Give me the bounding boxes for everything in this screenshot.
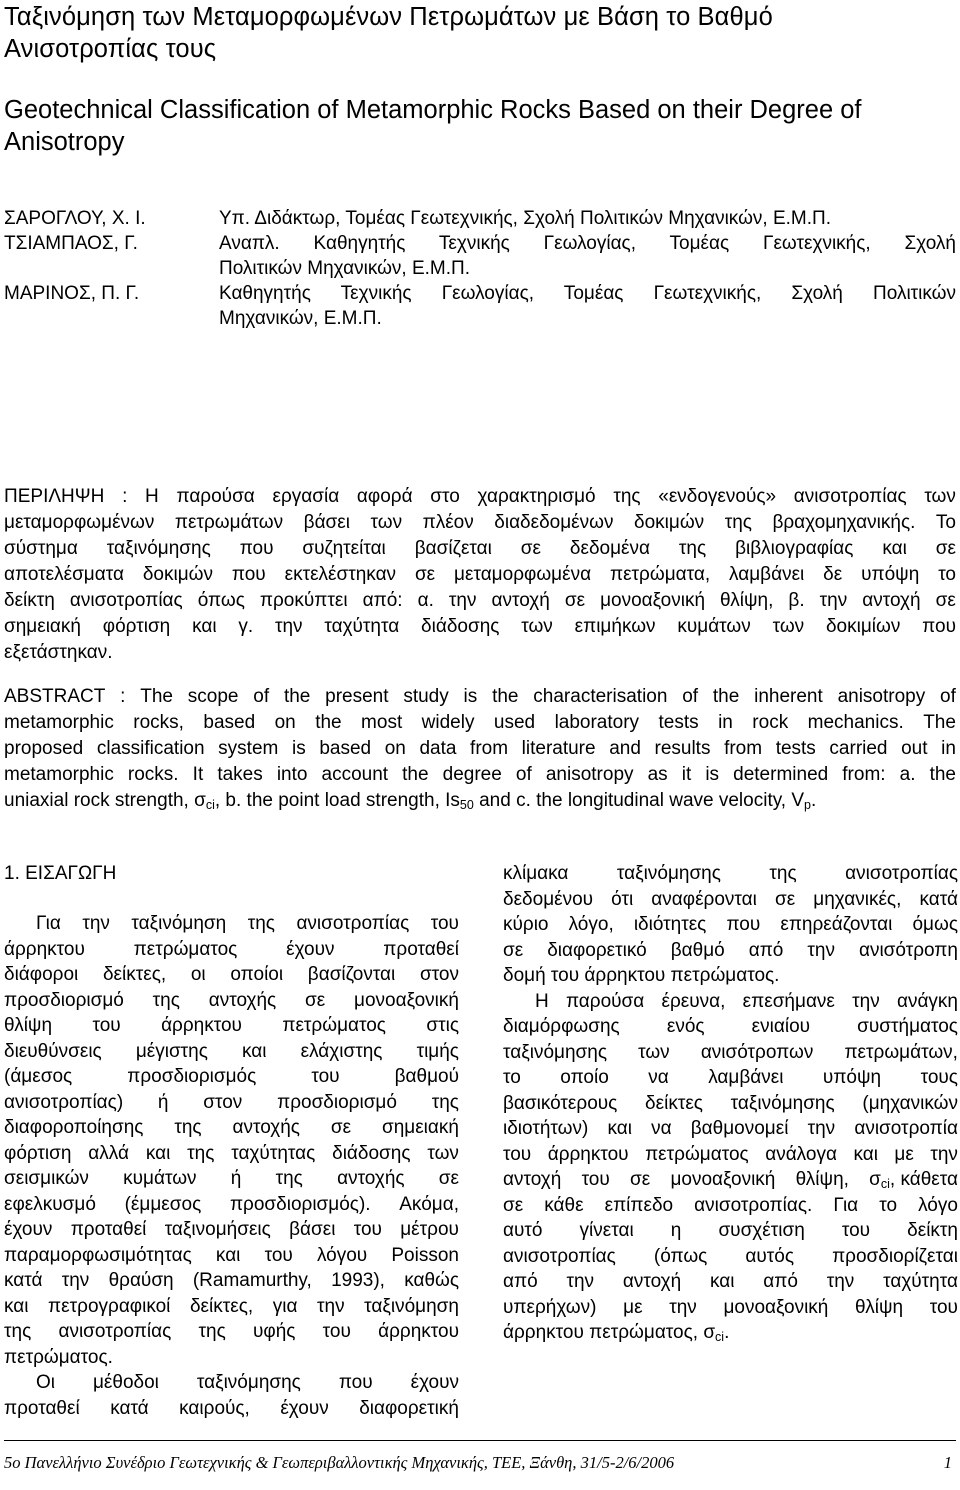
author-affiliation-3b: Μηχανικών, Ε.Μ.Π. bbox=[219, 308, 382, 329]
left-column-line: διευθύνσεις μέγιστης και ελάχιστης τιμής bbox=[4, 1040, 459, 1062]
left-column-line: έχουν προταθεί ταξινομήσεις βάσει του μέτρου bbox=[4, 1219, 459, 1240]
author-affiliation-1: Υπ. Διδάκτωρ, Τομέας Γεωτεχνικής, Σχολή Πολιτικών Μηχανικών, Ε.Μ.Π. bbox=[219, 208, 832, 229]
title-greek-line-2: Ανισοτροπίας τους bbox=[4, 35, 217, 63]
left-column-line: πετρώματος. bbox=[4, 1346, 113, 1368]
right-column-line: ανισοτροπίας (όπως αυτός προσδιορίζεται bbox=[503, 1245, 958, 1267]
right-column-line: το οποίο να λαμβάνει υπόψη τους bbox=[503, 1067, 958, 1088]
right-column-line: διαμόρφωσης ενός ενιαίου συστήματος bbox=[503, 1016, 958, 1037]
right-column-line: υπερήχων) με την μονοαξονική θλίψη του bbox=[503, 1296, 958, 1318]
title-greek-line-1: Ταξινόμηση των Μεταμορφωμένων Πετρωμάτων με Βάση το Βαθμό bbox=[4, 3, 773, 31]
right-column-line: αυτό γίνεται η συσχέτιση του δείκτη bbox=[503, 1220, 958, 1241]
page-number: 1 bbox=[943, 1453, 952, 1472]
left-column-line: (άμεσος προσδιορισμός του βαθμού bbox=[4, 1066, 459, 1087]
left-column-line: διαφοροποίησης της αντοχής σε σημειακή bbox=[4, 1117, 459, 1138]
right-column-line: Η παρούσα έρευνα, επεσήμανε την ανάγκη bbox=[535, 990, 958, 1012]
left-column-line: Οι μέθοδοι ταξινόμησης που έχουν bbox=[36, 1372, 459, 1393]
author-affiliation-2a: Αναπλ. Καθηγητής Τεχνικής Γεωλογίας, Τομέας Γεωτεχνικής, Σχολή bbox=[219, 233, 956, 254]
author-affiliation-3a: Καθηγητής Τεχνικής Γεωλογίας, Τομέας Γεωτεχνικής, Σχολή Πολιτικών bbox=[219, 283, 956, 304]
abstract-line: metamorphic rocks, based on the most widely used laboratory tests in rock mechanics. The bbox=[4, 712, 956, 733]
footer bbox=[4, 1453, 956, 1473]
author-name-2: ΤΣΙΑΜΠΑΟΣ, Γ. bbox=[4, 233, 138, 254]
left-column-line: παραμορφωσιμότητας και του λόγου Poisson bbox=[4, 1244, 459, 1266]
left-column-line: διάφοροι δείκτες, οι οποίοι βασίζονται στον bbox=[4, 964, 459, 985]
left-column-line: άρρηκτου πετρώματος έχουν προταθεί bbox=[4, 938, 459, 960]
right-column-line: αντοχή του σε μονοαξονική θλίψη, $\sigma_{ci}$, κάθετα bbox=[503, 1169, 958, 1191]
left-column-line: Για την ταξινόμηση της ανισοτροπίας του bbox=[36, 913, 459, 934]
summary-line: σύστημα ταξινόμησης που συζητείται βασίζεται σε δεδομένα της βιβλιογραφίας και σε bbox=[4, 538, 956, 559]
abstract-line: metamorphic rocks. It takes into account the degree of anisotropy as it is determined from: a. the bbox=[4, 764, 956, 785]
right-column-line: του άρρηκτου πετρώματος ανάλογα και με την bbox=[503, 1143, 958, 1165]
right-column-line: ταξινόμησης των ανισότροπων πετρωμάτων, bbox=[503, 1041, 958, 1063]
left-column-line: εφελκυσμό (έμμεσος προσδιορισμός). Ακόμα, bbox=[4, 1193, 459, 1215]
left-column-line: ανισοτροπίας) ή στον προσδιορισμό της bbox=[4, 1091, 459, 1113]
abstract-last-line: uniaxial rock strength, $\sigma_{ci}$, b. the point load strength, $Is_{50}$ and c. the longitudinal wave velocity, $V_p$. bbox=[4, 790, 817, 812]
summary-line: σημειακή φόρτιση και γ. την ταχύτητα διάδοσης των επιμήκων κυμάτων των δοκιμίων που bbox=[4, 616, 956, 637]
left-column-line: και πετρογραφικοί δείκτες, για την ταξινόμηση bbox=[4, 1295, 459, 1317]
abstract-line: ABSTRACT : The scope of the present study is the characterisation of the inherent anisotropy of bbox=[4, 686, 956, 707]
summary-line: μεταμορφωμένων πετρωμάτων βάσει των πλέον διαδεδομένων δοκιμών της βραχομηχανικής. Το bbox=[4, 512, 956, 533]
left-column-line: της ανισοτροπίας της υφής του άρρηκτου bbox=[4, 1321, 459, 1342]
summary-line: ΠΕΡΙΛΗΨΗ : Η παρούσα εργασία αφορά στο χαρακτηρισμό της «ενδογενούς» ανισοτροπίας των bbox=[4, 486, 956, 507]
footer-rule bbox=[4, 1440, 956, 1441]
summary-line: δείκτη ανισοτροπίας όπως προκύπτει από: α. την αντοχή σε μονοαξονική θλίψη, β. την αντοχή σε bbox=[4, 590, 956, 611]
right-column-line: κλίμακα ταξινόμησης της ανισοτροπίας bbox=[503, 863, 958, 884]
summary-line: αποτελέσματα δοκιμών που εκτελέστηκαν σε μεταμορφωμένα πετρώματα, λαμβάνει δε υπόψη το bbox=[4, 564, 956, 585]
left-column-line: προταθεί κατά καιρούς, έχουν διαφορετική bbox=[4, 1397, 459, 1419]
summary-line: εξετάστηκαν. bbox=[4, 642, 113, 663]
right-column-line: δεδομένου ότι αναφέρονται σε μηχανικές, κατά bbox=[503, 888, 958, 910]
footer-conference: 5o Πανελλήνιο Συνέδριο Γεωτεχνικής & Γεωπεριβαλλοντικής Μηχανικής, ΤΕΕ, Ξάνθη, 31/5-2/6/2006 bbox=[4, 1453, 675, 1472]
right-column-line: ιδιοτήτων) και να βαθμονομεί την ανισοτροπία bbox=[503, 1118, 958, 1139]
right-column-line: βασικότερους δείκτες ταξινόμησης (μηχανικών bbox=[503, 1092, 958, 1114]
abstract-line: proposed classification system is based on data from literature and results from tests carried out in bbox=[4, 738, 956, 759]
title-english-line-2: Anisotropy bbox=[4, 128, 125, 156]
right-column-line: σε διαφορετικό βαθμό από την ανισότροπη bbox=[503, 939, 958, 961]
left-column-line: προσδιορισμό της αντοχής σε μονοαξονική bbox=[4, 989, 459, 1011]
left-column-line: φόρτιση αλλά και της ταχύτητας διάδοσης των bbox=[4, 1142, 459, 1164]
right-column-line: κύριο λόγο, ιδιότητες που επηρεάζονται όμως bbox=[503, 914, 958, 935]
right-column-line: δομή του άρρηκτου πετρώματος. bbox=[503, 965, 780, 986]
author-name-1: ΣΑΡΟΓΛΟΥ, Χ. Ι. bbox=[4, 208, 146, 229]
author-name-3: ΜΑΡΙΝΟΣ, Π. Γ. bbox=[4, 283, 140, 304]
right-column-line: από την αντοχή και από την ταχύτητα bbox=[503, 1271, 958, 1292]
title-english-line-1: Geotechnical Classification of Metamorphic Rocks Based on their Degree of bbox=[4, 96, 862, 124]
right-column-line: σε κάθε επίπεδο ανισοτροπίας. Για το λόγο bbox=[503, 1194, 958, 1216]
section-heading: 1. ΕΙΣΑΓΩΓΗ bbox=[4, 863, 117, 884]
left-column-line: κατά την θραύση (Ramamurthy, 1993), καθώς bbox=[4, 1270, 459, 1291]
left-column-line: θλίψη του άρρηκτου πετρώματος στις bbox=[4, 1015, 459, 1036]
author-affiliation-2b: Πολιτικών Μηχανικών, Ε.Μ.Π. bbox=[219, 258, 471, 279]
left-column-line: σεισμικών κυμάτων ή της αντοχής σε bbox=[4, 1168, 459, 1189]
right-column-line: άρρηκτου πετρώματος, $\sigma_{ci}$. bbox=[503, 1322, 730, 1344]
